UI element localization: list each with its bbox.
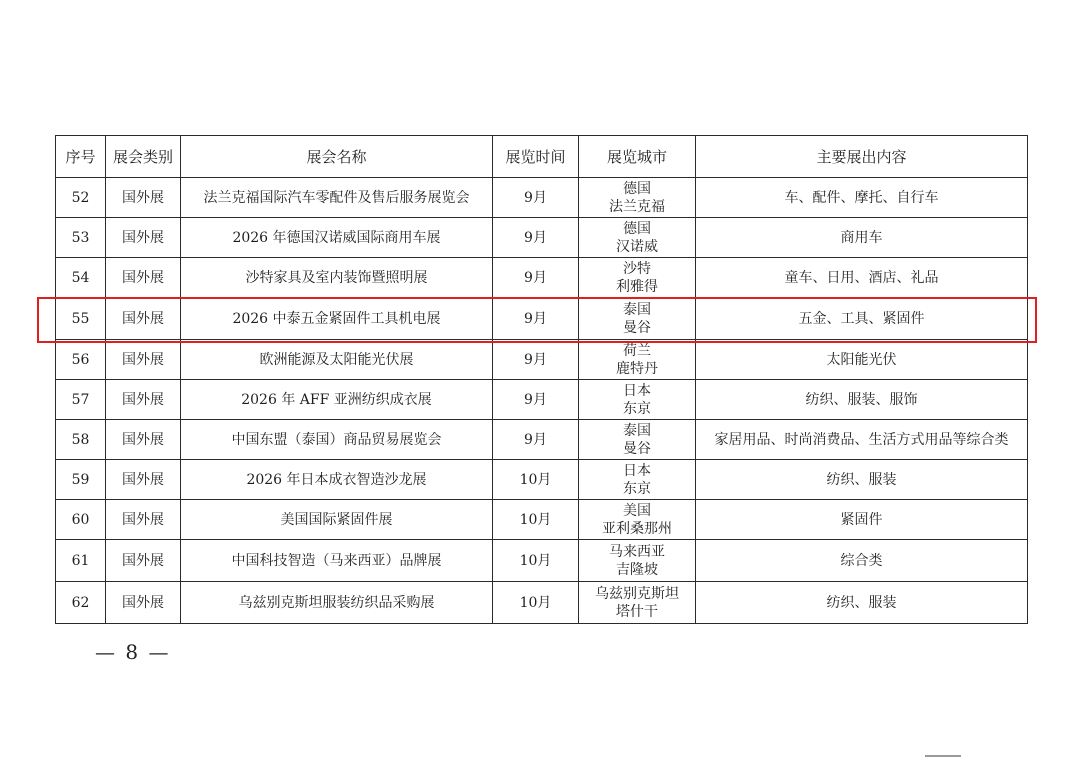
cell-no: 59	[56, 460, 106, 500]
city-name: 鹿特丹	[616, 360, 658, 377]
cell-name: 中国科技智造（马来西亚）品牌展	[181, 540, 493, 582]
city-name: 法兰克福	[609, 198, 665, 215]
header-category: 展会类别	[106, 136, 181, 178]
cell-no: 57	[56, 380, 106, 420]
cell-name: 沙特家具及室内装饰暨照明展	[181, 258, 493, 298]
city-country: 德国	[623, 180, 651, 197]
cell-no: 62	[56, 582, 106, 624]
cell-no: 58	[56, 420, 106, 460]
city-name: 汉诺威	[616, 238, 658, 255]
city-name: 塔什干	[616, 603, 658, 620]
cell-city	[579, 460, 696, 500]
cell-category: 国外展	[106, 500, 181, 540]
cell-name: 法兰克福国际汽车零配件及售后服务展览会	[181, 178, 493, 218]
city-country: 乌兹别克斯坦	[595, 585, 679, 602]
header-time: 展览时间	[493, 136, 579, 178]
table-row	[56, 460, 1028, 500]
city-country: 荷兰	[623, 342, 651, 359]
cell-name: 美国国际紧固件展	[181, 500, 493, 540]
table-row	[56, 540, 1028, 582]
cell-city	[579, 540, 696, 582]
exhibition-table-container	[55, 135, 1027, 624]
cell-city	[579, 218, 696, 258]
cell-city	[579, 298, 696, 340]
cell-time: 9月	[493, 218, 579, 258]
city-name: 利雅得	[616, 278, 658, 295]
city-name: 亚利桑那州	[602, 520, 672, 537]
city-country: 日本	[623, 382, 651, 399]
city-country: 日本	[623, 462, 651, 479]
cell-city	[579, 582, 696, 624]
city-country: 美国	[623, 502, 651, 519]
table-row	[56, 582, 1028, 624]
table-header-row	[56, 136, 1028, 178]
city-country: 德国	[623, 220, 651, 237]
header-name: 展会名称	[181, 136, 493, 178]
cell-time: 9月	[493, 420, 579, 460]
cell-category: 国外展	[106, 340, 181, 380]
cell-no: 61	[56, 540, 106, 582]
cell-content: 童车、日用、酒店、礼品	[696, 258, 1028, 298]
cell-no: 60	[56, 500, 106, 540]
city-name: 东京	[623, 480, 651, 497]
cell-time: 10月	[493, 540, 579, 582]
table-row	[56, 218, 1028, 258]
cell-category: 国外展	[106, 298, 181, 340]
cell-name: 乌兹别克斯坦服装纺织品采购展	[181, 582, 493, 624]
cell-category: 国外展	[106, 178, 181, 218]
cell-category: 国外展	[106, 258, 181, 298]
cell-name: 2026 年德国汉诺威国际商用车展	[181, 218, 493, 258]
cell-content: 车、配件、摩托、自行车	[696, 178, 1028, 218]
cell-time: 10月	[493, 460, 579, 500]
scan-mark	[925, 755, 961, 757]
table-row	[56, 258, 1028, 298]
cell-time: 9月	[493, 298, 579, 340]
cell-city	[579, 258, 696, 298]
cell-time: 9月	[493, 340, 579, 380]
cell-category: 国外展	[106, 380, 181, 420]
cell-city	[579, 340, 696, 380]
cell-content: 纺织、服装、服饰	[696, 380, 1028, 420]
cell-content: 紧固件	[696, 500, 1028, 540]
cell-name: 欧洲能源及太阳能光伏展	[181, 340, 493, 380]
cell-no: 53	[56, 218, 106, 258]
table-row	[56, 380, 1028, 420]
cell-content: 纺织、服装	[696, 582, 1028, 624]
table-row-highlighted	[56, 298, 1028, 340]
cell-category: 国外展	[106, 540, 181, 582]
table-row	[56, 420, 1028, 460]
city-country: 沙特	[623, 260, 651, 277]
table-row	[56, 178, 1028, 218]
city-name: 曼谷	[623, 440, 651, 457]
city-name: 东京	[623, 400, 651, 417]
table-row	[56, 340, 1028, 380]
header-city: 展览城市	[579, 136, 696, 178]
cell-city	[579, 380, 696, 420]
cell-time: 9月	[493, 380, 579, 420]
city-name: 吉隆坡	[616, 561, 658, 578]
cell-time: 9月	[493, 178, 579, 218]
cell-no: 55	[56, 298, 106, 340]
cell-time: 10月	[493, 500, 579, 540]
cell-content: 太阳能光伏	[696, 340, 1028, 380]
cell-name: 中国东盟（泰国）商品贸易展览会	[181, 420, 493, 460]
cell-city	[579, 500, 696, 540]
cell-name: 2026 中泰五金紧固件工具机电展	[181, 298, 493, 340]
cell-content: 综合类	[696, 540, 1028, 582]
cell-content: 纺织、服装	[696, 460, 1028, 500]
cell-no: 52	[56, 178, 106, 218]
cell-content: 家居用品、时尚消费品、生活方式用品等综合类	[696, 420, 1028, 460]
cell-no: 54	[56, 258, 106, 298]
cell-category: 国外展	[106, 218, 181, 258]
cell-city	[579, 420, 696, 460]
cell-category: 国外展	[106, 582, 181, 624]
header-content: 主要展出内容	[696, 136, 1028, 178]
city-country: 泰国	[623, 422, 651, 439]
cell-category: 国外展	[106, 420, 181, 460]
cell-no: 56	[56, 340, 106, 380]
cell-city	[579, 178, 696, 218]
city-name: 曼谷	[623, 319, 651, 336]
header-no: 序号	[56, 136, 106, 178]
cell-category: 国外展	[106, 460, 181, 500]
exhibition-table	[55, 135, 1028, 624]
cell-time: 10月	[493, 582, 579, 624]
cell-content: 五金、工具、紧固件	[696, 298, 1028, 340]
cell-name: 2026 年日本成衣智造沙龙展	[181, 460, 493, 500]
city-country: 泰国	[623, 301, 651, 318]
city-country: 马来西亚	[609, 543, 665, 560]
cell-name: 2026 年 AFF 亚洲纺织成衣展	[181, 380, 493, 420]
table-row	[56, 500, 1028, 540]
cell-content: 商用车	[696, 218, 1028, 258]
page-number: — 8 —	[95, 640, 171, 664]
cell-time: 9月	[493, 258, 579, 298]
